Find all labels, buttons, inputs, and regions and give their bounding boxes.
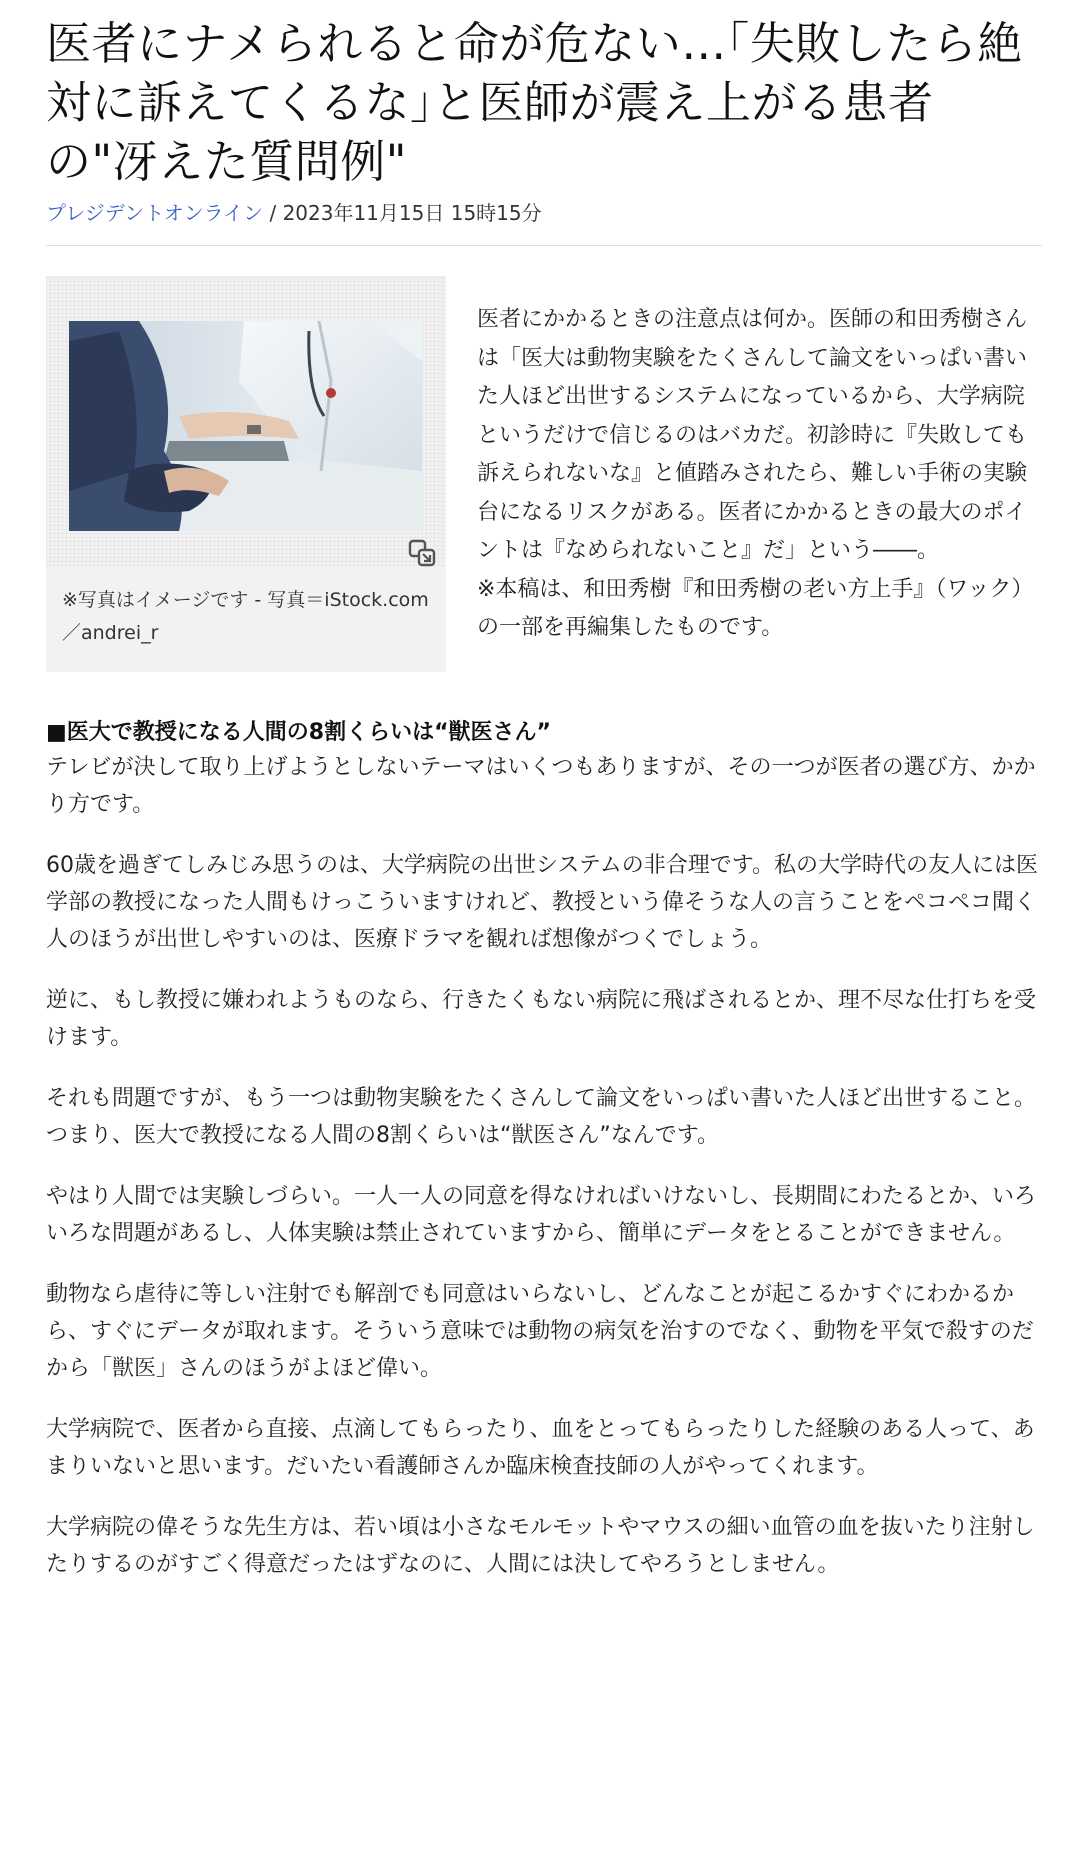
article [46, 0, 1042, 1607]
date-separator: / [263, 201, 283, 225]
body-paragraph: それも問題ですが、もう一つは動物実験をたくさんして論文をいっぱい書いた人ほど出世すること。つまり、医大で教授になる人間の8割くらいは“獣医さん”なんです。 [46, 1086, 1037, 1148]
body-paragraph: 逆に、もし教授に嫌われようものなら、行きたくもない病院に飛ばされるとか、理不尽な仕打ちを受けます。 [46, 988, 1037, 1050]
lead-section [46, 276, 1042, 716]
lead-note: ※本稿は、和田秀樹『和田秀樹の老い方上手』（ワック）の一部を再編集したものです。 [477, 576, 1034, 640]
body-paragraph: 大学病院で、医者から直接、点滴してもらったり、血をとってもらったりした経験のある人って、あまりいないと思います。だいたい看護師さんか臨床検査技師の人がやってくれます。 [46, 1417, 1035, 1479]
publish-date: 2023年11月15日 15時15分 [282, 201, 542, 225]
article-title: 医者にナメられると命が危ない…｢失敗したら絶対に訴えてくるな｣と医師が震え上がる患者の"冴えた質問例" [46, 17, 1023, 188]
body-paragraph: やはり人間では実験しづらい。一人一人の同意を得なければいけないし、長期間にわたるとか、いろいろな問題があるし、人体実験は禁止されていますから、簡単にデータをとることができません。 [46, 1184, 1037, 1246]
body-paragraph: テレビが決して取り上げようとしないテーマはいくつもありますが、その一つが医者の選び方、かかり方です。 [46, 755, 1036, 817]
photo-box [46, 276, 446, 672]
lead-paragraph: 医者にかかるときの注意点は何か。医師の和田秀樹さんは「医大は動物実験をたくさんして論文をいっぱい書いた人ほど出世するシステムになっているから、大学病院というだけで信じるのはバカだ。初診時に『失敗しても訴えられないな』と値踏みされたら、難しい手術の実験台になるリスクがある。医者にかかるときの最大のポイントは『なめられないこと』だ」という――。 [477, 307, 1028, 563]
lead-text [477, 301, 1042, 648]
body-paragraph: 大学病院の偉そうな先生方は、若い頃は小さなモルモットやマウスの細い血管の血を抜いたり注射したりするのがすごく得意だったはずなのに、人間には決してやろうとしません。 [46, 1515, 1035, 1577]
body-paragraph: 動物なら虐待に等しい注射でも解剖でも同意はいらないし、どんなことが起こるかすぐにわかるから、すぐにデータが取れます。そういう意味では動物の病気を治すのでなく、動物を平気で殺すのだから「獣医」さんのほうがよほど偉い。 [46, 1282, 1034, 1381]
article-body [46, 749, 1042, 1583]
source-link[interactable]: プレジデントオンライン [46, 201, 264, 225]
photo-caption: ※写真はイメージです - 写真＝iStock.com／andrei_r [62, 589, 429, 644]
article-photo[interactable] [69, 321, 422, 531]
header-divider [46, 245, 1042, 246]
body-paragraph: 60歳を過ぎてしみじみ思うのは、大学病院の出世システムの非合理です。私の大学時代の友人には医学部の教授になった人間もけっこういますけれど、教授という偉そうな人の言うことをペコペコ聞く人のほうが出世しやすいのは、医療ドラマを観れば想像がつくでしょう。 [46, 853, 1039, 952]
section-heading: ■医大で教授になる人間の8割くらいは“獣医さん” [46, 720, 552, 745]
article-meta [46, 199, 1042, 227]
photo-frame [46, 276, 446, 566]
doctor-patient-photo [69, 321, 422, 531]
expand-image-icon[interactable] [408, 539, 436, 567]
